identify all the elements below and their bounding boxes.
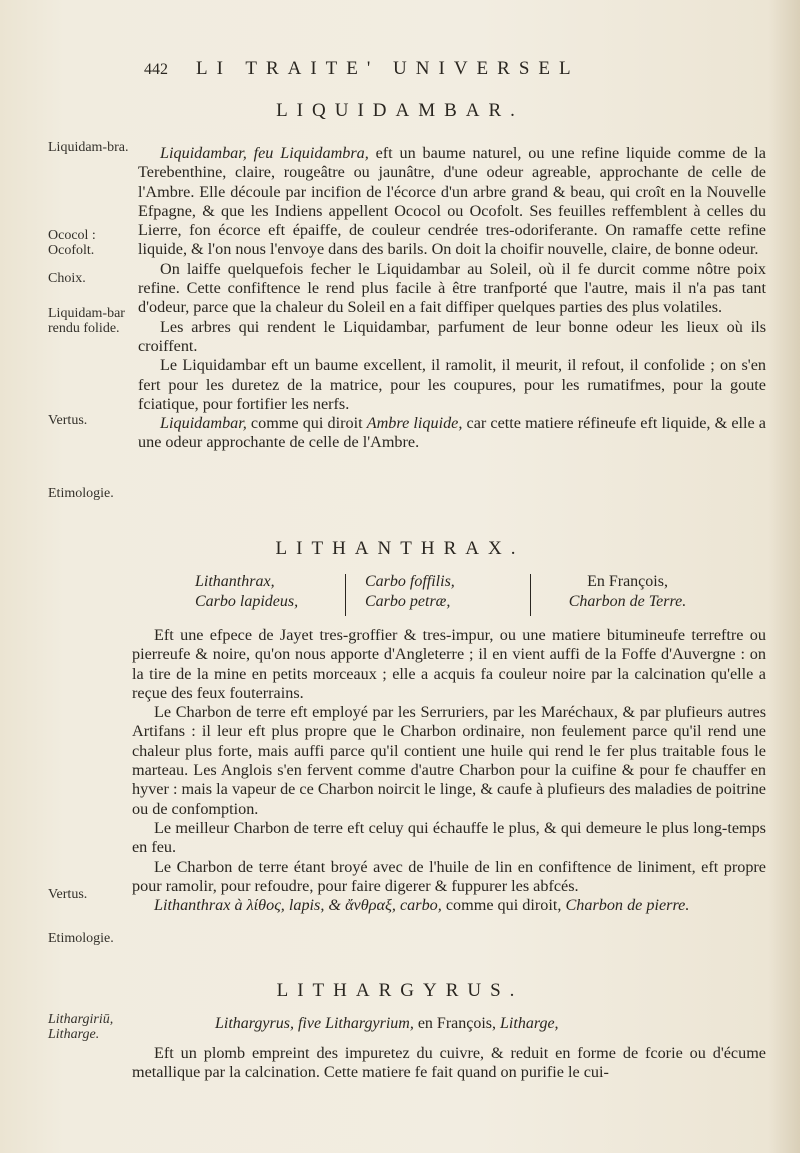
- paragraph-text: eft un baume naturel, ou une refine liquide comme de la Terebenthine, claire, rougeâtre ou jaunâtre, d'une odeur agreable, approchante de celle de l'Ambre. Elle découle par incifion de l'écorce d'un arbre grand & beau, qui croît en la Nouvelle Efpagne, & que les Indiens appellent Ococol ou Ocofolt. Ses feuilles reffemblent à celles du Lierre, fon écorce eft épaiffe, de couleur cendrée tres-odoriferante. On ramaffe cette refine liquide, & l'on nous l'envoye dans des barils. On doit la choifir nouvelle, claire, de bonne odeur.: [138, 144, 766, 259]
- column-rule: [530, 574, 531, 616]
- margin-note-vertus: Vertus.: [48, 887, 88, 902]
- running-header: [144, 58, 664, 80]
- names-term: Litharge,: [500, 1015, 559, 1032]
- paragraph-text: comme qui diroit: [246, 414, 367, 433]
- margin-note-ococol: Ococol : Ocofolt.: [48, 228, 96, 258]
- paragraph-lead: Lithanthrax à λίθος, lapis, & ἄνθραξ, carbo,: [154, 896, 442, 915]
- paragraph: Le Charbon de terre eft employé par les Serruriers, par les Maréchaux, & par plufieurs autres Artifans : il leur eft plus propre que le Charbon ordinaire, non feulement parce qu'il rend une chaleur plus forte, mais auffi parce qu'il contient une huile qui rend le fer plus traitable fous le marteau. Les Anglois s'en fervent comme d'autre Charbon pour la cuifine & pour fe chauffer en hyver : mais la vapeur de ce Charbon noircit le linge, & caufe à plufieurs des maladies de poitrine ou de confomption.: [132, 703, 766, 818]
- paragraph: [138, 144, 766, 260]
- paragraph-text: car cette matiere réfineufe eft liquide, & elle a une odeur approchante de celle de l'Ambre.: [138, 414, 766, 452]
- lithanthrax-body: [132, 626, 766, 915]
- synonyms-col-2: [365, 572, 525, 612]
- paragraph-lead: Liquidambar,: [160, 414, 247, 433]
- margin-note-rendu-solide: Liquidam-bar rendu folide.: [48, 306, 125, 336]
- synonyms-col-1: [195, 572, 335, 612]
- paragraph: Eft une efpece de Jayet tres-groffier & tres-impur, ou une matiere bitumineufe terreftre ou pierreufe & noire, qu'on nous apporte d'Angleterre ; il en vient auffi de la Foffe d'Auvergne : on la tire de la mine en petits morceaux ; elle a acquis fa couleur noire par la calcination qu'elle a reçue des feux fouterrains.: [132, 626, 766, 702]
- synonym: Carbo foffilis,: [365, 573, 455, 590]
- column-rule: [345, 574, 346, 616]
- synonym: Charbon de Terre.: [568, 593, 687, 610]
- synonym: Carbo petræ,: [365, 593, 451, 610]
- paragraph-term: Ambre liquide,: [366, 414, 463, 433]
- liquidambar-body: [138, 144, 766, 453]
- paragraph: Eft un plomb empreint des impuretez du cuivre, & reduit en forme de fcorie ou d'écume metallique par la calcination. Cette matiere fe fait quand on purifie le cui-: [132, 1044, 766, 1082]
- margin-note-liquidambra: Liquidam-bra.: [48, 140, 129, 155]
- margin-note-vertus: Vertus.: [48, 413, 88, 428]
- margin-note-etimologie: Etimologie.: [48, 931, 114, 946]
- paragraph: Le Liquidambar eft un baume excellent, il ramolit, il meurit, il refout, il confolide ; on s'en fert pour les duretez de la matrice, pour les coupures, pour les rumatifmes, pour la goute fciatique, pour fortifier les nerfs.: [138, 356, 766, 413]
- margin-note-choix: Choix.: [48, 271, 86, 286]
- paragraph-term: Charbon de pierre.: [565, 896, 690, 915]
- margin-note-etimologie: Etimologie.: [48, 486, 114, 501]
- section-title-lithargyrus: LITHARGYRUS.: [276, 980, 524, 1001]
- synonym: Carbo lapideus,: [195, 593, 299, 610]
- running-title: LI TRAITE' UNIVERSEL: [196, 58, 580, 79]
- paragraph: On laiffe quelquefois fecher le Liquidambar au Soleil, où il fe durcit comme nôtre poix refine. Cette confiftence le rend plus facile à être tranfporté que l'autre, mais il n'a pas tant d'odeur, parce que la chaleur du Soleil en a fait diffiper quelques parties des plus volatiles.: [138, 259, 766, 317]
- synonyms-col-3: [540, 572, 715, 612]
- section-title-liquidambar: LIQUIDAMBAR.: [276, 100, 524, 121]
- paragraph-lead: Liquidambar, feu Liquidambra,: [160, 144, 369, 162]
- page-number: 442: [144, 61, 168, 78]
- margin-note-litharge: Lithargiriū, Litharge.: [48, 1012, 114, 1042]
- paragraph: Les arbres qui rendent le Liquidambar, parfument de leur bonne odeur les lieux où ils croiffent.: [138, 317, 766, 355]
- synonym-label: En François,: [587, 573, 668, 590]
- paragraph-text: comme qui diroit,: [441, 896, 566, 915]
- names-lead: Lithargyrus, five Lithargyrium,: [215, 1015, 414, 1032]
- names-text: en François,: [413, 1015, 501, 1032]
- synonym: Lithanthrax,: [195, 573, 275, 590]
- lithargyrus-body: [132, 1044, 766, 1083]
- paragraph: [132, 896, 766, 915]
- paragraph: Le Charbon de terre étant broyé avec de l'huile de lin en confiftence de liniment, eft propre pour ramolir, pour refoudre, pour faire digerer & fuppurer les abfcés.: [132, 857, 766, 895]
- paragraph: [138, 414, 766, 453]
- section-title-lithanthrax: LITHANTHRAX.: [275, 538, 525, 559]
- synonyms-table: [195, 572, 715, 618]
- lithargyrus-names: [215, 1015, 735, 1033]
- paragraph: Le meilleur Charbon de terre eft celuy qui échauffe le plus, & qui demeure le plus long-temps en feu.: [132, 818, 766, 857]
